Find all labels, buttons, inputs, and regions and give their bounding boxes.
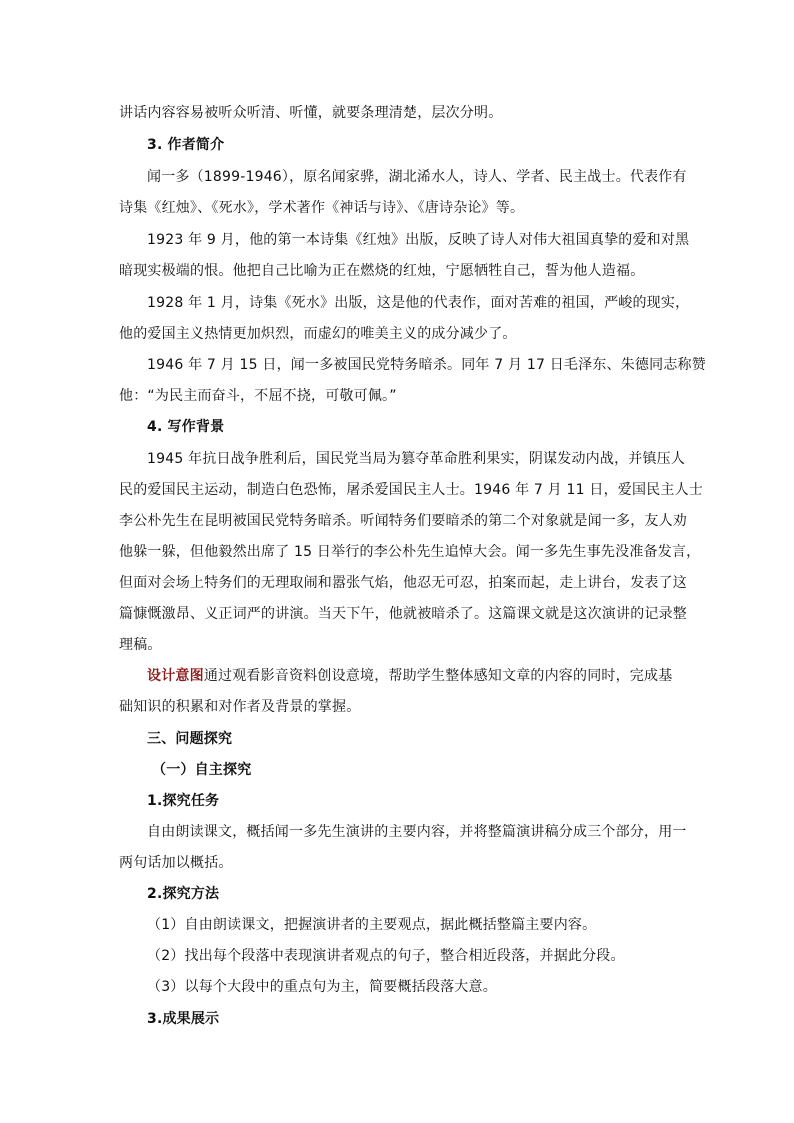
task-line2: 两句话加以概括。 [119,855,233,871]
method-heading: 2.探究方法 [147,886,220,902]
section4-line: 民的爱国民主运动，制造白色恐怖，屠杀爱国民主人士。1946 年 7 月 11 日，爱国民主人士 [119,482,703,498]
section4-line: 他躲一躲，但他毅然出席了 15 日举行的李公朴先生追悼大会。闻一多先生事先没准备发言， [119,544,701,560]
method-item: （3）以每个大段中的重点句为主，简要概括段落大意。 [147,979,497,995]
part3-heading: 三、问题探究 [147,731,233,747]
method-item: （2）找出每个段落中表现演讲者观点的句子，整合相近段落，并据此分段。 [147,948,625,964]
task-line1: 自由朗读课文，概括闻一多先生演讲的主要内容，并将整篇演讲稿分成三个部分，用一 [147,824,687,840]
intro-line: 讲话内容容易被听众听清、听懂，就要条理清楚，层次分明。 [119,105,503,121]
design-intent-line2: 础知识的积累和对作者及背景的掌握。 [119,699,361,715]
task-heading: 1.探究任务 [147,793,220,809]
section4-line: 1945 年抗日战争胜利后，国民党当局为篡夺革命胜利果实，阴谋发动内战，并镇压人 [147,451,686,467]
section4-line: 李公朴先生在昆明被国民党特务暗杀。听闻特务们要暗杀的第二个对象就是闻一多，友人劝 [119,513,687,529]
section3-p3-line2: 他的爱国主义热情更加炽烈，而虚幻的唯美主义的成分减少了。 [119,326,517,342]
section3-p1-line2: 诗集《红烛》、《死水》，学术著作《神话与诗》、《唐诗杂论》等。 [119,200,525,216]
section3-heading: 3. 作者简介 [147,137,225,153]
design-intent-text: 通过观看影音资料创设意境，帮助学生整体感知文章的内容的同时，完成基 [203,668,673,684]
section4-line: 理稿。 [119,637,162,653]
part3-sub1-heading: （一）自主探究 [152,762,252,778]
section4-line: 篇慷慨激昂、义正词严的讲演。当天下午，他就被暗杀了。这篇课文就是这次演讲的记录整 [119,606,687,622]
section3-p1-line1: 闻一多（1899-1946），原名闻家骅，湖北浠水人，诗人、学者、民主战士。代表作有 [147,169,687,185]
section4-heading: 4. 写作背景 [147,419,225,435]
section4-line: 但面对会场上特务们的无理取闹和嚣张气焰，他忍无可忍，拍案而起，走上讲台，发表了这 [119,575,687,591]
section3-p2-line2: 暗现实极端的恨。他把自己比喻为正在燃烧的红烛，宁愿牺牲自己，誓为他人造福。 [119,263,645,279]
design-intent-label: 设计意图 [147,668,204,684]
section3-p2-line1: 1923 年 9 月，他的第一本诗集《红烛》出版，反映了诗人对伟大祖国真挚的爱和对黑 [147,232,690,248]
design-intent-line1 [147,667,677,685]
section3-p4-line1: 1946 年 7 月 15 日，闻一多被国民党特务暗杀。同年 7 月 17 日毛泽东、朱德同志称赞 [147,357,706,373]
method-item: （1）自由朗读课文，把握演讲者的主要观点，据此概括整篇主要内容。 [147,917,597,933]
result-heading: 3.成果展示 [147,1011,220,1027]
section3-p4-line2: 他：“为民主而奋斗，不屈不挠，可敬可佩。” [119,388,397,404]
section3-p3-line1: 1928 年 1 月，诗集《死水》出版，这是他的代表作，面对苦难的祖国，严峻的现实， [147,295,690,311]
